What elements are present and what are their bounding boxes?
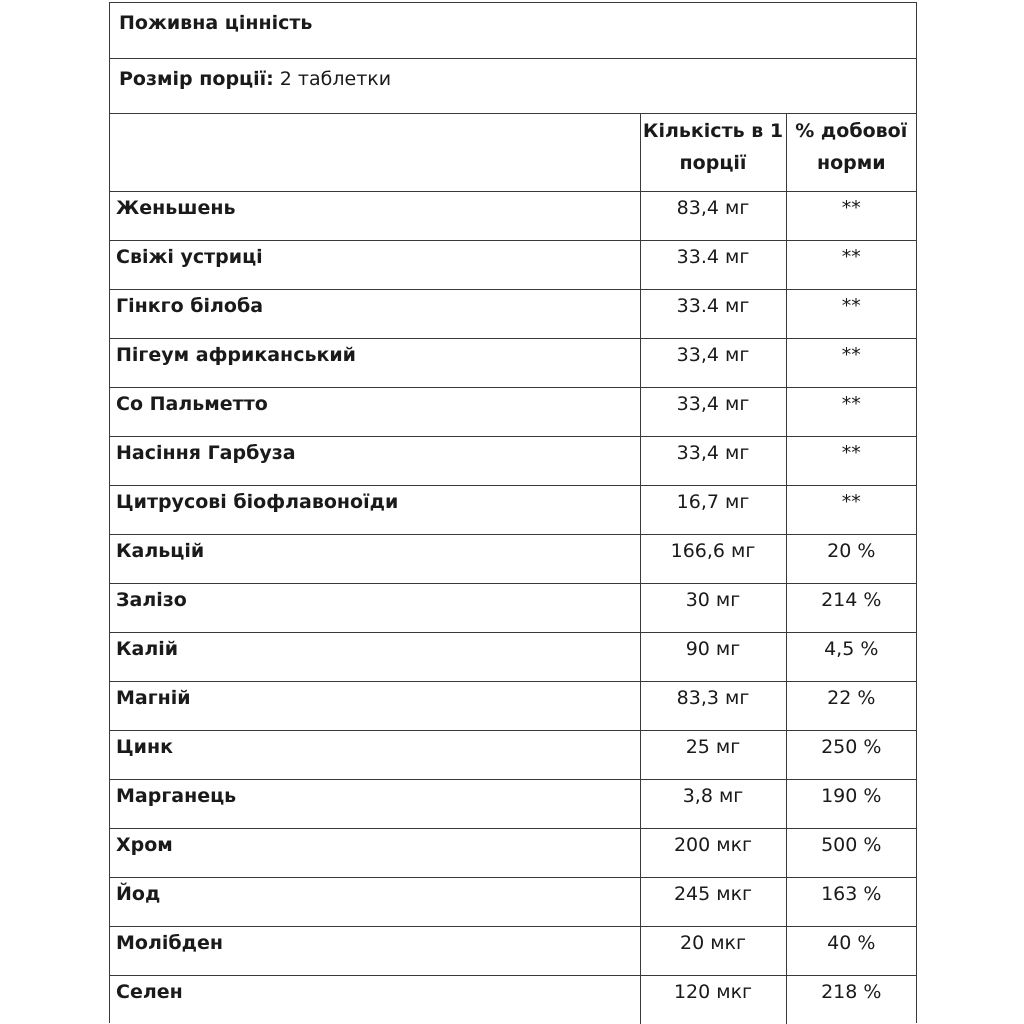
nutrient-daily-value: 163 % bbox=[786, 877, 916, 926]
nutrient-daily-value: ** bbox=[786, 289, 916, 338]
nutrient-daily-value: ** bbox=[786, 387, 916, 436]
nutrient-name: Магній bbox=[110, 681, 640, 730]
table-row bbox=[110, 534, 916, 583]
nutrient-name: Цитрусові біофлавоноїди bbox=[110, 485, 640, 534]
nutrient-daily-value: 214 % bbox=[786, 583, 916, 632]
nutrient-name: Женьшень bbox=[110, 191, 640, 240]
nutrient-amount: 120 мкг bbox=[640, 975, 786, 1024]
nutrient-daily-value: 500 % bbox=[786, 828, 916, 877]
nutrient-name: Кальцій bbox=[110, 534, 640, 583]
header-daily-value: % добової норми bbox=[786, 114, 916, 191]
header-amount: Кількість в 1 порції bbox=[640, 114, 786, 191]
nutrient-amount: 30 мг bbox=[640, 583, 786, 632]
nutrient-amount: 83,4 мг bbox=[640, 191, 786, 240]
nutrient-name: Свіжі устриці bbox=[110, 240, 640, 289]
nutrient-daily-value: 22 % bbox=[786, 681, 916, 730]
nutrient-amount: 3,8 мг bbox=[640, 779, 786, 828]
table-row bbox=[110, 240, 916, 289]
nutrient-amount: 33,4 мг bbox=[640, 387, 786, 436]
table-row bbox=[110, 828, 916, 877]
table-header-row bbox=[110, 114, 916, 191]
table-row bbox=[110, 730, 916, 779]
nutrient-amount: 166,6 мг bbox=[640, 534, 786, 583]
nutrition-title: Поживна цінність bbox=[110, 3, 916, 59]
table-row bbox=[110, 926, 916, 975]
serving-size-label: Розмір порції: bbox=[119, 68, 274, 90]
nutrient-name: Цинк bbox=[110, 730, 640, 779]
table-row bbox=[110, 583, 916, 632]
nutrition-facts-panel bbox=[109, 2, 917, 1023]
nutrient-daily-value: ** bbox=[786, 436, 916, 485]
serving-size-row bbox=[110, 59, 916, 114]
nutrient-amount: 33.4 мг bbox=[640, 289, 786, 338]
nutrient-name: Залізо bbox=[110, 583, 640, 632]
table-row bbox=[110, 877, 916, 926]
nutrient-daily-value: ** bbox=[786, 191, 916, 240]
nutrient-daily-value: 218 % bbox=[786, 975, 916, 1024]
nutrient-amount: 90 мг bbox=[640, 632, 786, 681]
table-row bbox=[110, 387, 916, 436]
nutrient-daily-value: ** bbox=[786, 240, 916, 289]
table-row bbox=[110, 681, 916, 730]
nutrient-daily-value: 20 % bbox=[786, 534, 916, 583]
nutrient-amount: 200 мкг bbox=[640, 828, 786, 877]
nutrient-amount: 33,4 мг bbox=[640, 436, 786, 485]
nutrient-name: Марганець bbox=[110, 779, 640, 828]
header-name bbox=[110, 114, 640, 191]
nutrient-daily-value: ** bbox=[786, 485, 916, 534]
nutrient-daily-value: 4,5 % bbox=[786, 632, 916, 681]
table-row bbox=[110, 975, 916, 1024]
table-row bbox=[110, 338, 916, 387]
nutrient-name: Со Пальметто bbox=[110, 387, 640, 436]
serving-size-value: 2 таблетки bbox=[273, 68, 392, 90]
nutrient-daily-value: ** bbox=[786, 338, 916, 387]
table-row bbox=[110, 191, 916, 240]
table-row bbox=[110, 289, 916, 338]
nutrient-daily-value: 250 % bbox=[786, 730, 916, 779]
nutrient-amount: 245 мкг bbox=[640, 877, 786, 926]
nutrient-name: Хром bbox=[110, 828, 640, 877]
nutrient-name: Йод bbox=[110, 877, 640, 926]
table-row bbox=[110, 485, 916, 534]
table-row bbox=[110, 632, 916, 681]
nutrient-daily-value: 190 % bbox=[786, 779, 916, 828]
nutrient-amount: 16,7 мг bbox=[640, 485, 786, 534]
nutrient-name: Гінкго білоба bbox=[110, 289, 640, 338]
nutrient-daily-value: 40 % bbox=[786, 926, 916, 975]
nutrient-amount: 33,4 мг bbox=[640, 338, 786, 387]
nutrient-amount: 33.4 мг bbox=[640, 240, 786, 289]
nutrient-name: Селен bbox=[116, 980, 183, 1003]
nutrient-amount: 25 мг bbox=[640, 730, 786, 779]
nutrition-table bbox=[110, 114, 916, 1024]
nutrient-name: Калій bbox=[110, 632, 640, 681]
nutrient-name: Молібден bbox=[110, 926, 640, 975]
table-row bbox=[110, 436, 916, 485]
table-row bbox=[110, 779, 916, 828]
nutrient-amount: 20 мкг bbox=[640, 926, 786, 975]
nutrient-name: Насіння Гарбуза bbox=[110, 436, 640, 485]
nutrient-amount: 83,3 мг bbox=[640, 681, 786, 730]
nutrient-name: Пігеум африканський bbox=[110, 338, 640, 387]
table-body bbox=[110, 191, 916, 1024]
